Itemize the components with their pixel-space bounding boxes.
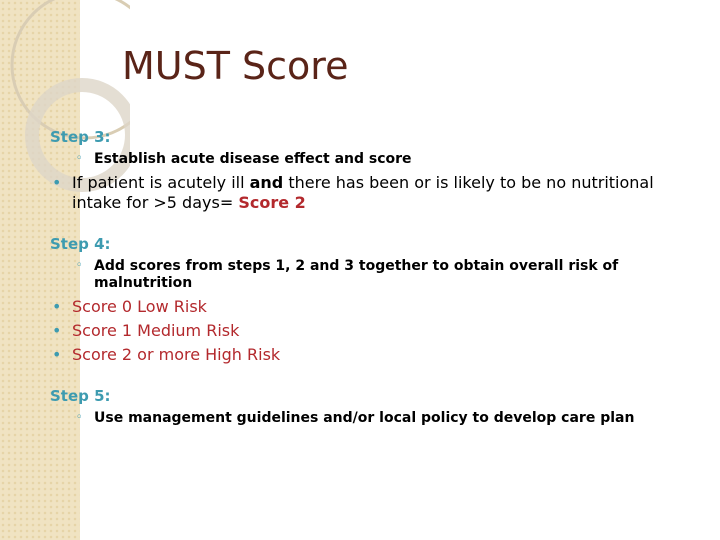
sub-bullet (50, 410, 690, 427)
risk-text: Score 2 or more High Risk (72, 345, 281, 364)
risk-text: Score 0 Low Risk (72, 297, 207, 316)
dot-bullet-icon: • (52, 345, 62, 364)
ring-bullet-icon: ◦ (76, 153, 83, 164)
risk-item (50, 297, 690, 317)
sub-bullet (50, 151, 690, 168)
step-4-heading: Step 4: (50, 235, 111, 253)
sub-bullet (50, 258, 690, 292)
sub-text: Add scores from steps 1, 2 and 3 together to obtain overall risk of malnutrition (94, 258, 619, 291)
step-3-heading: Step 3: (50, 128, 111, 146)
item-text-pre: If patient is acutely ill (72, 173, 250, 192)
dot-bullet-icon: • (52, 321, 62, 340)
risk-item (50, 321, 690, 341)
ring-bullet-icon: ◦ (76, 260, 83, 271)
item-text-post: there has been or is likely to be no nutritional intake for >5 days= (72, 173, 654, 212)
slide-title: MUST Score (122, 44, 349, 88)
bullet-item (50, 173, 690, 213)
risk-text: Score 1 Medium Risk (72, 321, 240, 340)
step-5-heading: Step 5: (50, 387, 111, 405)
sub-text: Establish acute disease effect and score (94, 151, 412, 167)
score-highlight: Score 2 (238, 193, 306, 212)
item-text-bold: and (249, 173, 284, 192)
dot-bullet-icon: • (52, 173, 62, 192)
sub-text: Use management guidelines and/or local policy to develop care plan (94, 410, 635, 426)
ring-bullet-icon: ◦ (76, 412, 83, 423)
dot-bullet-icon: • (52, 297, 62, 316)
slide-body (50, 128, 690, 432)
risk-item (50, 345, 690, 365)
